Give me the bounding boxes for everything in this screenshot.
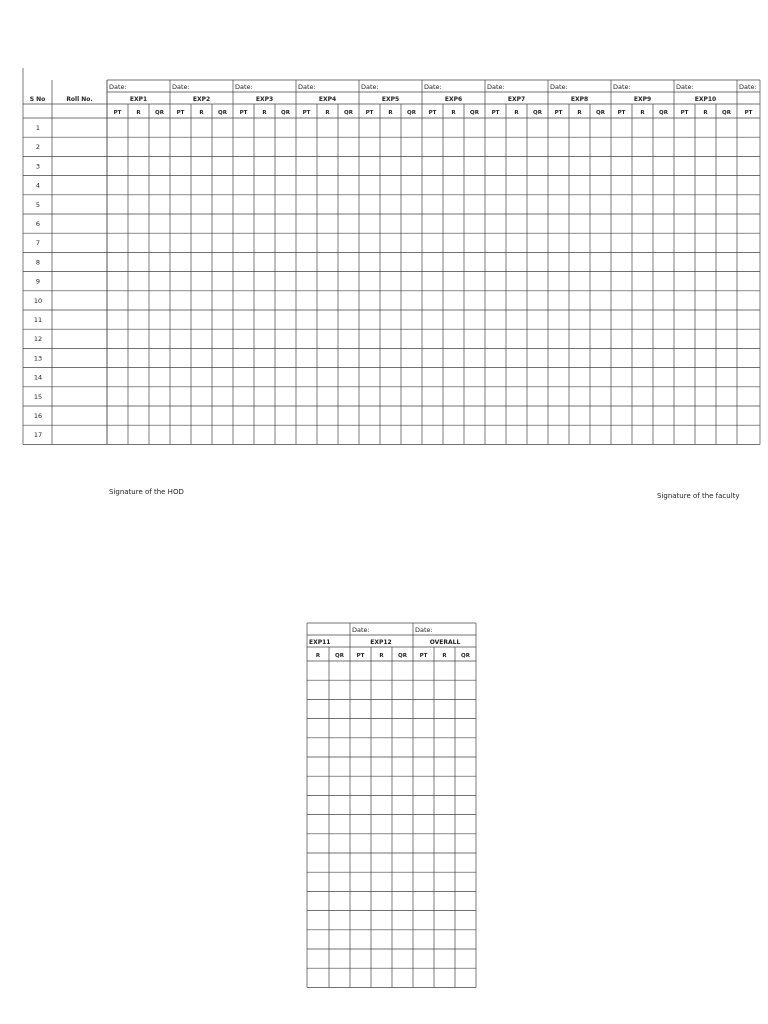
roll-header: Roll No. bbox=[66, 96, 93, 103]
date-label: Date: bbox=[298, 83, 316, 91]
overall-label: OVERALL bbox=[429, 639, 461, 646]
subcolumn-label: QR bbox=[533, 110, 542, 116]
sno-header: S No bbox=[29, 96, 46, 103]
row-number: 9 bbox=[35, 277, 41, 286]
date-label: Date: bbox=[487, 83, 505, 91]
row-number: 6 bbox=[35, 220, 41, 228]
subcolumn-label: QR bbox=[470, 110, 479, 116]
subcolumn-label: QR bbox=[407, 110, 416, 116]
subcolumn-label: R bbox=[640, 110, 645, 116]
date-label: Date: bbox=[415, 626, 433, 634]
date-label: Date: bbox=[676, 83, 694, 91]
subcolumn-label: R bbox=[703, 110, 708, 116]
row-number: 12 bbox=[33, 335, 43, 344]
date-label: Date: bbox=[235, 83, 253, 91]
row-number: 4 bbox=[35, 181, 41, 190]
subcolumn-label: R bbox=[136, 110, 141, 116]
row-number: 17 bbox=[33, 431, 43, 440]
subcolumn-label: QR bbox=[335, 653, 344, 659]
subcolumn-label: QR bbox=[722, 110, 731, 116]
experiment-label: EXP4 bbox=[318, 96, 337, 103]
subcolumn-label: PT bbox=[302, 110, 311, 116]
row-number: 10 bbox=[33, 296, 43, 305]
subcolumn-label: PT bbox=[617, 110, 626, 116]
subcolumn-label: QR bbox=[596, 110, 605, 116]
subcolumn-label: R bbox=[325, 110, 330, 116]
row-number: 15 bbox=[33, 392, 43, 401]
row-number: 13 bbox=[33, 354, 43, 363]
signature-faculty-label: Signature of the faculty bbox=[657, 492, 740, 500]
experiment-label: EXP1 bbox=[129, 96, 148, 103]
subcolumn-label: R bbox=[388, 110, 393, 116]
subcolumn-label: PT bbox=[554, 110, 563, 116]
row-number: 8 bbox=[35, 258, 41, 267]
date-label: Date: bbox=[109, 83, 127, 91]
subcolumn-label: R bbox=[451, 110, 456, 116]
subcolumn-label: R bbox=[315, 653, 321, 659]
subcolumn-label: R bbox=[514, 110, 519, 116]
date-label: Date: bbox=[361, 83, 379, 91]
subcolumn-label: PT bbox=[419, 653, 428, 659]
experiment-label: EXP9 bbox=[633, 96, 652, 103]
row-number: 7 bbox=[35, 239, 41, 248]
date-label: Date: bbox=[424, 83, 442, 91]
experiment-label: EXP6 bbox=[444, 96, 463, 103]
subcolumn-label: R bbox=[199, 110, 204, 116]
experiment-label: EXP12 bbox=[370, 639, 392, 646]
date-label: Date: bbox=[352, 626, 370, 634]
row-number: 11 bbox=[33, 316, 43, 324]
date-label: Date: bbox=[613, 83, 631, 91]
subcolumn-label: QR bbox=[659, 110, 668, 116]
date-label: Date: bbox=[172, 83, 190, 91]
subcolumn-label: QR bbox=[461, 653, 470, 659]
subcolumn-label: R bbox=[442, 653, 447, 659]
subcolumn-label: PT bbox=[356, 653, 365, 659]
row-number: 3 bbox=[35, 162, 41, 171]
subcolumn-label: PT bbox=[113, 110, 122, 116]
experiment-label: EXP11 bbox=[309, 639, 331, 646]
experiment-label: EXP10 bbox=[694, 96, 717, 103]
row-number: 5 bbox=[35, 200, 41, 209]
subcolumn-label: PT bbox=[491, 110, 500, 116]
subcolumn-label: PT bbox=[680, 110, 689, 116]
experiment-label: EXP5 bbox=[381, 96, 400, 103]
subcolumn-label: PT bbox=[239, 110, 248, 116]
subcolumn-label: QR bbox=[344, 110, 353, 116]
experiment-label: EXP2 bbox=[192, 96, 211, 103]
subcolumn-label: PT bbox=[365, 110, 374, 116]
date-label: Date: bbox=[550, 83, 568, 91]
experiment-label: EXP7 bbox=[507, 96, 526, 103]
subcolumn-label: PT bbox=[428, 110, 437, 116]
subcolumn-label: R bbox=[262, 110, 267, 116]
subcolumn-label: QR bbox=[218, 110, 227, 116]
experiment-label: EXP3 bbox=[255, 96, 274, 103]
subcolumn-label: R bbox=[577, 110, 582, 116]
subcolumn-label: QR bbox=[281, 110, 290, 116]
subcolumn-label: PT bbox=[176, 110, 185, 116]
experiment-label: EXP8 bbox=[570, 96, 589, 103]
row-number: 2 bbox=[35, 143, 41, 152]
subcolumn-label: QR bbox=[155, 110, 164, 116]
trailing-date-label: Date: bbox=[739, 83, 757, 91]
subcolumn-label: QR bbox=[398, 653, 407, 659]
row-number: 16 bbox=[33, 412, 43, 420]
row-number: 14 bbox=[33, 373, 43, 382]
subcolumn-label: R bbox=[379, 653, 384, 659]
trailing-subcolumn-label: PT bbox=[744, 110, 753, 116]
signature-hod-label: Signature of the HOD bbox=[109, 488, 184, 496]
row-number: 1 bbox=[35, 124, 41, 132]
